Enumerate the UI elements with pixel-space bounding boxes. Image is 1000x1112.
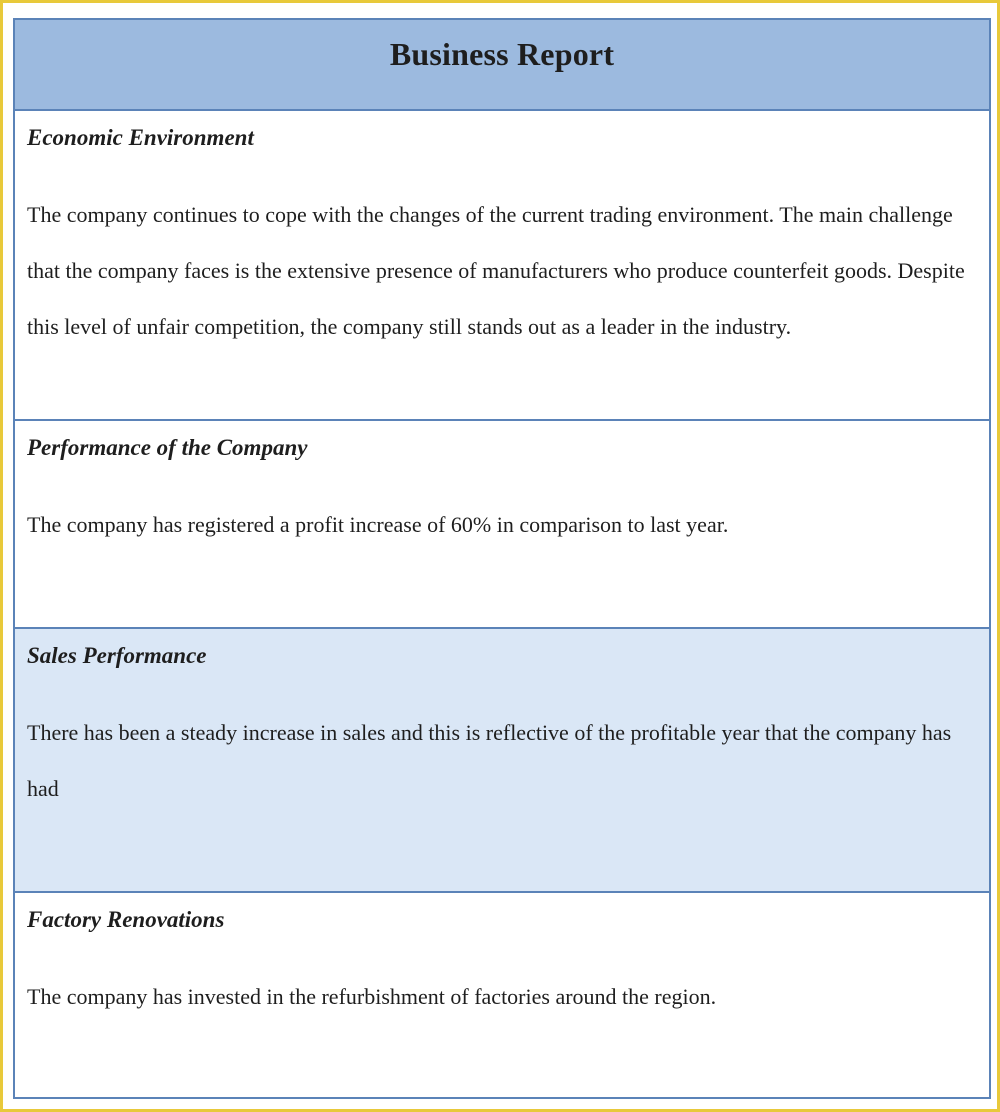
business-report-table [13,18,991,1099]
section-body: The company has invested in the refurbishment of factories around the region. [27,984,717,1009]
section-sales-performance [15,629,989,893]
section-heading: Factory Renovations [27,907,225,932]
section-factory-renovations [15,893,989,1097]
report-header [15,20,989,111]
report-title: Business Report [389,36,615,72]
section-heading: Economic Environment [27,125,254,150]
section-body: The company has registered a profit increase of 60% in comparison to last year. [27,512,729,537]
section-heading: Performance of the Company [27,435,308,460]
section-economic-environment [15,111,989,421]
section-body: The company continues to cope with the changes of the current trading environment. The main challenge that the company faces is the extensive presence of manufacturers who produce counterfeit goods. Despite this level of unfair competition, the company still stands out as a leader in the industry. [27,202,965,339]
section-performance-of-the-company [15,421,989,629]
section-heading: Sales Performance [27,643,207,668]
section-body: There has been a steady increase in sales and this is reflective of the profitable year that the company has had [27,720,952,801]
